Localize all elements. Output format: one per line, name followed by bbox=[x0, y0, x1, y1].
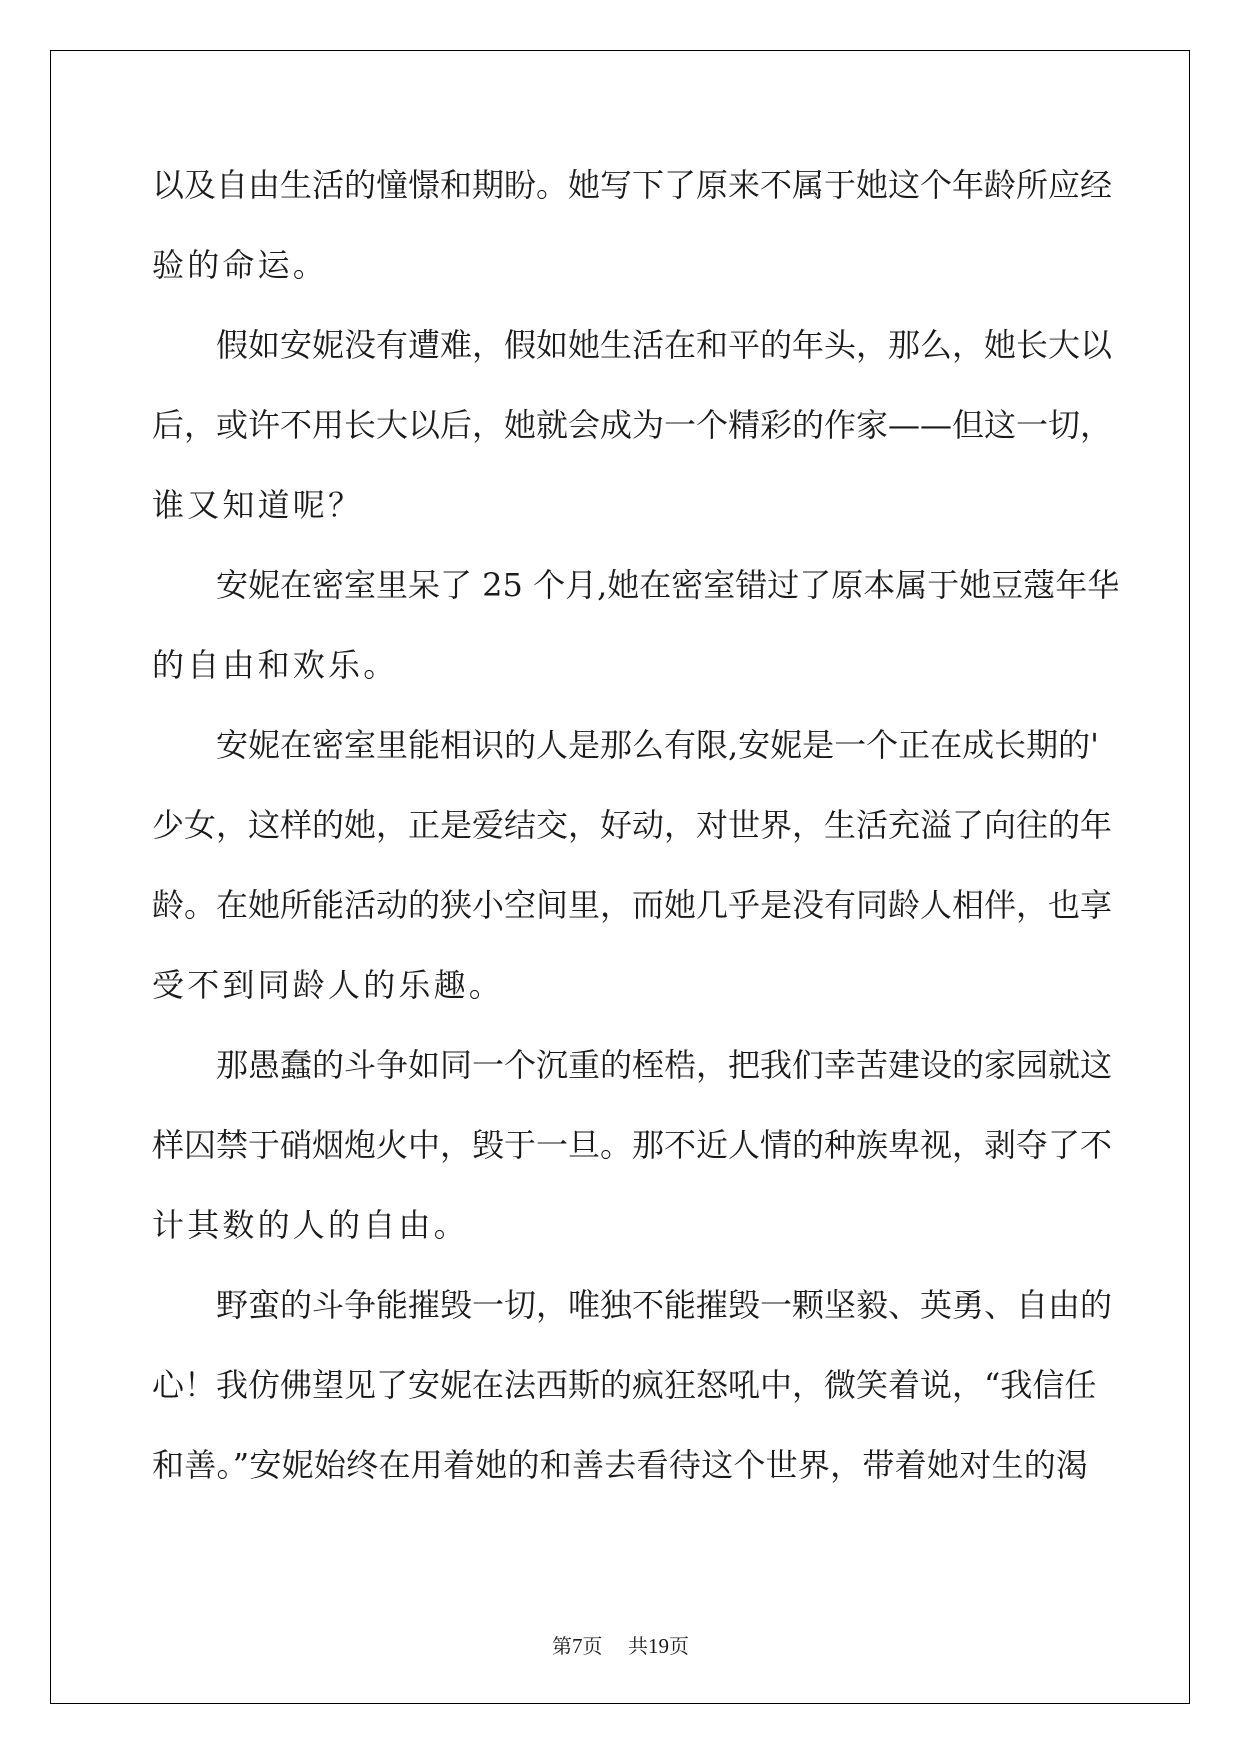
document-body bbox=[152, 160, 1120, 1520]
text-line: 的自由和欢乐。 bbox=[152, 646, 399, 684]
footer-total-pages: 19 bbox=[647, 1634, 669, 1658]
text-line: 受不到同龄人的乐趣。 bbox=[152, 966, 505, 1004]
page-footer bbox=[0, 1630, 1241, 1659]
text-line: 那愚蠢的斗争如同一个沉重的桎梏，把我们幸苦建设的家园就这 bbox=[216, 1046, 1113, 1084]
footer-total-prefix: 共 bbox=[627, 1634, 648, 1658]
text-line: 谁又知道呢？ bbox=[152, 486, 364, 524]
footer-page-number: 7 bbox=[572, 1634, 583, 1658]
footer-page-prefix: 第 bbox=[552, 1634, 573, 1658]
text-line: 样囚禁于硝烟炮火中，毁于一旦。那不近人情的种族卑视，剥夺了不 bbox=[152, 1126, 1113, 1164]
text-line: 龄。在她所能活动的狭小空间里，而她几乎是没有同龄人相伴，也享 bbox=[152, 886, 1113, 924]
text-line: 计其数的人的自由。 bbox=[152, 1206, 469, 1244]
text-line: 安妮在密室里呆了 25 个月,她在密室错过了原本属于她豆蔻年华 bbox=[216, 566, 1120, 604]
text-line: 后，或许不用长大以后，她就会成为一个精彩的作家——但这一切， bbox=[152, 406, 1113, 444]
text-line: 以及自由生活的憧憬和期盼。她写下了原来不属于她这个年龄所应经 bbox=[152, 166, 1113, 204]
text-line: 假如安妮没有遭难，假如她生活在和平的年头，那么，她长大以 bbox=[216, 326, 1113, 364]
text-line: 少女，这样的她，正是爱结交，好动，对世界，生活充溢了向往的年 bbox=[152, 806, 1113, 844]
text-line: 心！我仿佛望见了安妮在法西斯的疯狂怒吼中，微笑着说，“我信任 bbox=[152, 1366, 1097, 1404]
text-line: 野蛮的斗争能摧毁一切，唯独不能摧毁一颗坚毅、英勇、自由的 bbox=[216, 1286, 1113, 1324]
text-line: 验的命运。 bbox=[152, 246, 329, 284]
text-line: 安妮在密室里能相识的人是那么有限,安妮是一个正在成长期的' bbox=[216, 726, 1099, 764]
text-line: 和善。”安妮始终在用着她的和善去看待这个世界，带着她对生的渴 bbox=[152, 1446, 1088, 1484]
footer-page-suffix: 页 bbox=[582, 1634, 603, 1658]
footer-total-suffix: 页 bbox=[668, 1634, 689, 1658]
